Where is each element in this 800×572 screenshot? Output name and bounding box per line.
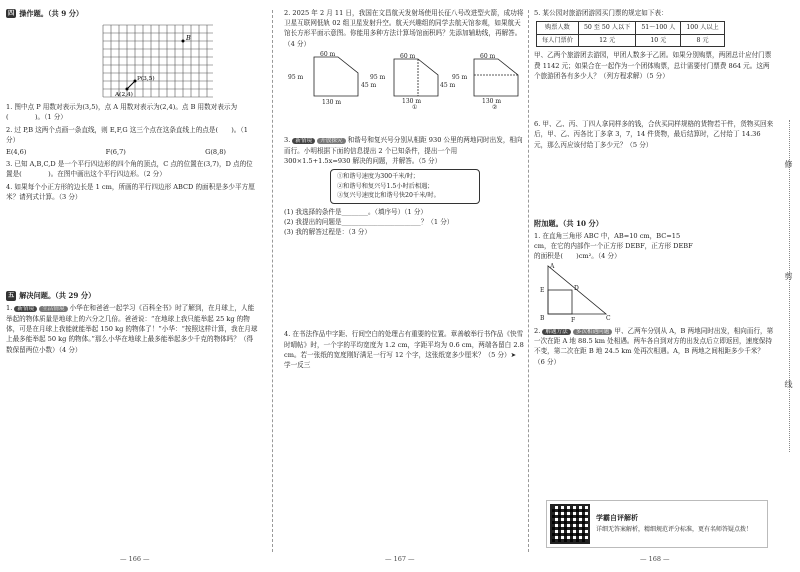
segment-ap xyxy=(127,81,135,89)
museum-floor-figures xyxy=(284,51,524,109)
op-question-3: 3. 已知 A,B,C,D 是一个平行四边形的四个角的顶点，C 点的位置在(3,7)，D 点的位置是( )。在图中画出这个平行四边形。（2 分） xyxy=(6,160,253,179)
question-2: 2. 2025 年 2 月 11 日，我国在文昌航天发射场使用长征八号改进型火箭，成功将卫星互联网低轨 02 组卫星发射升空。航天兴趣组的同学去航天馆参观，如果航天馆长方形平面示意图。你能用多种方法计算场馆面积吗？先添加辅助线，再解答。（4 分） xyxy=(284,9,524,48)
fig2-label-bottom: 130 m xyxy=(482,97,502,105)
op-question-2-points xyxy=(6,147,226,157)
op-question-4: 4. 如果每个小正方形的边长是 1 cm，所画的平行四边形 ABCD 的面积是多少平方厘米？请列式计算。（3 分） xyxy=(6,182,255,201)
method-tag: 解题方法 xyxy=(542,329,570,335)
qr-title: 学霸自评解析 xyxy=(596,513,638,523)
fig-label-right: 45 m xyxy=(361,81,377,89)
right-column xyxy=(534,8,774,367)
section-tag-5: 五 xyxy=(8,291,15,299)
bonus-question-1: 1. 在直角三角形 ABC 中，AB=10 cm，BC=15 cm，在它的内部作一个正方形 DEBF，正方形 DEBF 的面积是( )cm²。（4 分） xyxy=(534,231,693,261)
figure-original xyxy=(314,57,358,96)
solve-section-title: 解决问题。（共 29 分） xyxy=(19,291,96,301)
qr-code[interactable] xyxy=(550,504,590,544)
side-char-2: 剪 xyxy=(784,272,793,280)
fig-label-top: 60 m xyxy=(320,50,336,58)
point-g: G(8,8) xyxy=(205,148,226,157)
qr-description: 详细无答案解析，精细规范评分标准，更有名师答疑点拨！ xyxy=(596,526,753,534)
table-cell: 8 元 xyxy=(681,34,724,47)
table-header-row xyxy=(537,22,725,35)
qr-promo-text xyxy=(596,513,752,534)
triangle-figure xyxy=(536,262,612,324)
table-cell: 每人门票价 xyxy=(537,34,579,47)
bonus-section-header: 附加题。（共 10 分） xyxy=(534,218,603,228)
table-row xyxy=(537,34,725,47)
fig1-label-top: 60 m xyxy=(400,52,416,60)
question-3-part-2: (2) 我提出的问题是________________________？（1 分） xyxy=(284,218,454,227)
fig1-marker: ① xyxy=(412,103,418,109)
coordinate-grid xyxy=(98,22,218,100)
operation-section-title: 操作题。（共 9 分） xyxy=(19,9,84,18)
open-explore-tag: 开放探究 xyxy=(317,138,345,144)
question-3-part-1: (1) 我选择的条件是________。（填序号）（1 分） xyxy=(284,207,428,216)
question-3: 3. 新情境 开放探究 和谐号和复兴号分别从相距 930 公里的两地同时出发，相向而行。小明根据下面的信息提出 2 个已知条件，提出一个用 300×1.5+1.5x=930 解决的问题，并解答。（5 分） xyxy=(284,135,523,165)
page-number-right: — 168 — xyxy=(640,554,670,563)
solve-question-1-text: 小华在和爸爸一起学习《百科全书》时了解到，在月球上，人能举起的物体质量是地球上的六分之几倍。爸爸说：“在地球上我只能举起 25 kg 的物体，可是在月球上我能就能举起 150 kg 的物体了！”小华：“按照这样计算，我在月球上最多能举起 50 kg 的物体。”那么小华在地球上最多能举起多少千克的物体吗？（得数保留两位小数）（4 分） xyxy=(6,304,258,354)
question-3-text: 和谐号和复兴号分别从相距 930 公里的两地同时出发，相向而行。小明根据下面的信息提出 2 个已知条件，提出一个用 300×1.5+1.5x=930 解决的问题，并解答。（5 分） xyxy=(284,135,523,165)
question-6: 6. 甲、乙、丙、丁四人拿同样多的钱，合伙买同样规格的货物若干件，货物买回来后，甲、乙、丙各比丁多拿 3，7，14 件货物，最后结算时，乙付给丁 14.36 元，那么丙应该付给丁多少元？（5 分） xyxy=(534,120,774,149)
label-b: B xyxy=(186,34,191,43)
fig-label-bottom: 130 m xyxy=(322,98,342,106)
table-cell: 50 至 50 人以下 xyxy=(578,22,635,35)
point-f: F(6,7) xyxy=(105,148,126,157)
question-5: 5. 某公园对旅游团游园买门票的规定如下表： xyxy=(534,9,668,17)
solve-question-1: 1. 新情境 生活情境 小华在和爸爸一起学习《百科全书》时了解到，在月球上，人能举起的物体质量是地球上的六分之几倍。爸爸说：“在地球上我只能举起 25 kg 的物体，可是在月球上我能就能举起 150 kg 的物体了！”小华：“按照这样计算，我在月球上最多能举起 50 kg 的物体。”那么小华在地球上最多能举起多少千克的物体吗？（得数保留两位小数）（4 分） xyxy=(6,304,258,354)
label-a: A(2,4) xyxy=(115,92,133,99)
new-context-tag-q3: 新情境 xyxy=(292,138,315,144)
fig1-label-bottom: 130 m xyxy=(402,97,422,105)
question-4: 4. 在书法作品中字距、行间空白的处理占有重要的位置。章善敏举行书作品《快雪时晴帖》时，一个字的平均宽度为 1.2 cm，字距平均为 0.6 cm，两端各留白 2.8 cm。若一张纸的宽度刚好满足一行写 12 个字，这张纸宽多少厘米？（5 分）➤ 学一反三 xyxy=(284,330,524,370)
condition-box xyxy=(330,169,480,204)
point-e: E(4,6) xyxy=(6,148,27,157)
fig1-label-left: 95 m xyxy=(370,73,386,81)
fig2-marker: ② xyxy=(492,103,498,109)
ticket-price-table xyxy=(536,21,725,47)
table-cell: 51～100 人 xyxy=(636,22,681,35)
fig1-label-right: 45 m xyxy=(440,81,456,89)
figure-method-2 xyxy=(474,59,518,96)
page-number-left: — 166 — xyxy=(120,554,150,563)
middle-column xyxy=(284,8,524,370)
cut-line xyxy=(789,120,790,452)
column-divider-1 xyxy=(272,10,273,552)
table-cell: 10 元 xyxy=(636,34,681,47)
op-question-2: 2. 过 P,B 这两个点画一条直线，则 E,F,G 这三个点在这条直线上的点是( )。（1 分） xyxy=(6,125,248,144)
side-char-1: 修 xyxy=(784,160,793,168)
fig2-label-left: 95 m xyxy=(452,73,468,81)
tri-label-c: C xyxy=(606,314,611,322)
tri-label-e: E xyxy=(540,286,545,294)
tri-label-b: B xyxy=(540,314,545,322)
left-column xyxy=(6,8,258,355)
table-cell: 购票人数 xyxy=(537,22,579,35)
tri-label-a: A xyxy=(550,262,555,270)
multi-meet-tag: 多次相遇问题 xyxy=(573,329,613,335)
life-context-tag: 生活情境 xyxy=(39,306,67,312)
question-5-text: 甲、乙两个旅游团去游园，甲团人数多于乙团。如果分别购票，两团总计应付门票费 1142 元；如果合在一起作为一个团体购票，总计需要付门票费 864 元。这两个旅游团各有多少人？（列方程求解）（5 分） xyxy=(534,51,772,80)
bonus-question-2: 2. 解题方法 多次相遇问题 甲、乙两车分别从 A，B 两地同时出发，相向而行，第一次在距 A 地 88.5 km 处相遇。两车各自到对方的出发点后立即返回，速度保持不变，第二次在距 B 地 24.5 km 处再次相遇。A，B 两地之间相距多少千米？（6 分） xyxy=(534,326,774,366)
side-char-3: 线 xyxy=(784,380,793,388)
operation-section-header xyxy=(6,8,258,19)
column-divider-2 xyxy=(528,10,529,552)
point-a xyxy=(126,88,129,91)
bonus-question-2-text: 甲、乙两车分别从 A，B 两地同时出发，相向而行，第一次在距 A 地 88.5 km 处相遇。两车各自到对方的出发点后立即返回，速度保持不变，第二次在距 B 地 24.5 km 处再次相遇。A，B 两地之间相距多少千米？（6 分） xyxy=(534,326,774,366)
figure-method-1 xyxy=(394,59,438,96)
tri-label-f: F xyxy=(571,316,576,324)
label-p: P(3,5) xyxy=(137,76,155,83)
op-question-1: 1. 图中点 P 用数对表示为(3,5)，点 A 用数对表示为(2,4)。点 B 用数对表示为( )。（1 分） xyxy=(6,103,238,122)
fig2-label-top: 60 m xyxy=(480,52,496,60)
table-cell: 100 人以上 xyxy=(681,22,724,35)
tri-label-d: D xyxy=(574,284,579,292)
solve-section-header xyxy=(6,290,258,301)
condition-2: ②和谐号和复兴号1.5小时后相遇； xyxy=(337,182,434,190)
page-number-middle: — 167 — xyxy=(385,554,415,563)
point-b xyxy=(182,40,185,43)
condition-3: ③复兴号速度比和谐号快20千米/时。 xyxy=(337,192,440,200)
qr-promo-box[interactable] xyxy=(546,500,768,548)
question-3-part-3: (3) 我的解答过程是：（3 分） xyxy=(284,228,371,237)
section-tag-4: 四 xyxy=(8,9,15,17)
new-context-tag: 新情境 xyxy=(14,306,37,312)
condition-1: ①和谐号速度为300千米/时； xyxy=(337,172,419,180)
fig-label-left: 95 m xyxy=(288,73,304,81)
table-cell: 12 元 xyxy=(578,34,635,47)
